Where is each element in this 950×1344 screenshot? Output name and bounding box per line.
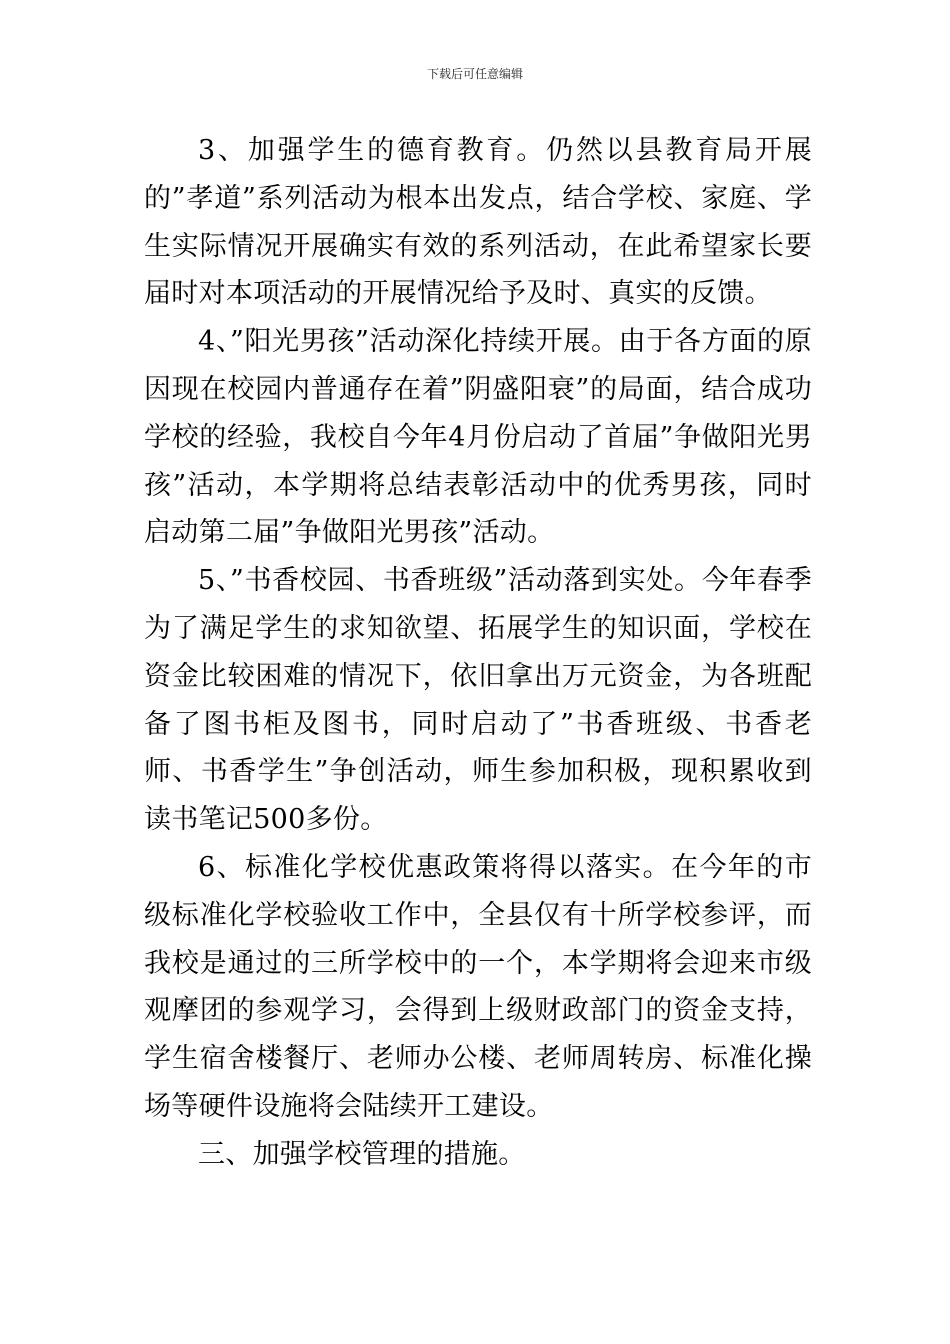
section-heading-management: 三、加强学校管理的措施。 xyxy=(198,1138,526,1170)
document-body xyxy=(144,127,812,1179)
paragraph-standardized-school: 6、标准化学校优惠政策将得以落实。在今年的市级标准化学校验收工作中，全县仅有十所学校参评，而我校是通过的三所学校中的一个，本学期将会迎来市级观摩团的参观学习，会得到上级财政部门的资金支持，学生宿舍楼餐厅、老师办公楼、老师周转房、标准化操场等硬件设施将会陆续开工建设。 xyxy=(144,851,812,1122)
page-header: 下载后可任意编辑 xyxy=(426,67,523,81)
paragraph-moral-education: 3、加强学生的德育教育。仍然以县教育局开展的”孝道”系列活动为根本出发点，结合学校、家庭、学生实际情况开展确实有效的系列活动，在此希望家长要届时对本项活动的开展情况给予及时、真实的反馈。 xyxy=(144,135,812,310)
paragraph-sunshine-boys: 4、”阳光男孩”活动深化持续开展。由于各方面的原因现在校园内普通存在着”阴盛阳衰”的局面，结合成功学校的经验，我校自今年4月份启动了首届”争做阳光男孩”活动，本学期将总结表彰活动中的优秀男孩，同时启动第二届”争做阳光男孩”活动。 xyxy=(144,326,812,549)
paragraph-scholarly-campus: 5、”书香校园、书香班级”活动落到实处。今年春季为了满足学生的求知欲望、拓展学生的知识面，学校在资金比较困难的情况下，依旧拿出万元资金，为各班配备了图书柜及图书，同时启动了”书香班级、书香老师、书香学生”争创活动，师生参加积极，现积累收到读书笔记500多份。 xyxy=(144,565,812,836)
